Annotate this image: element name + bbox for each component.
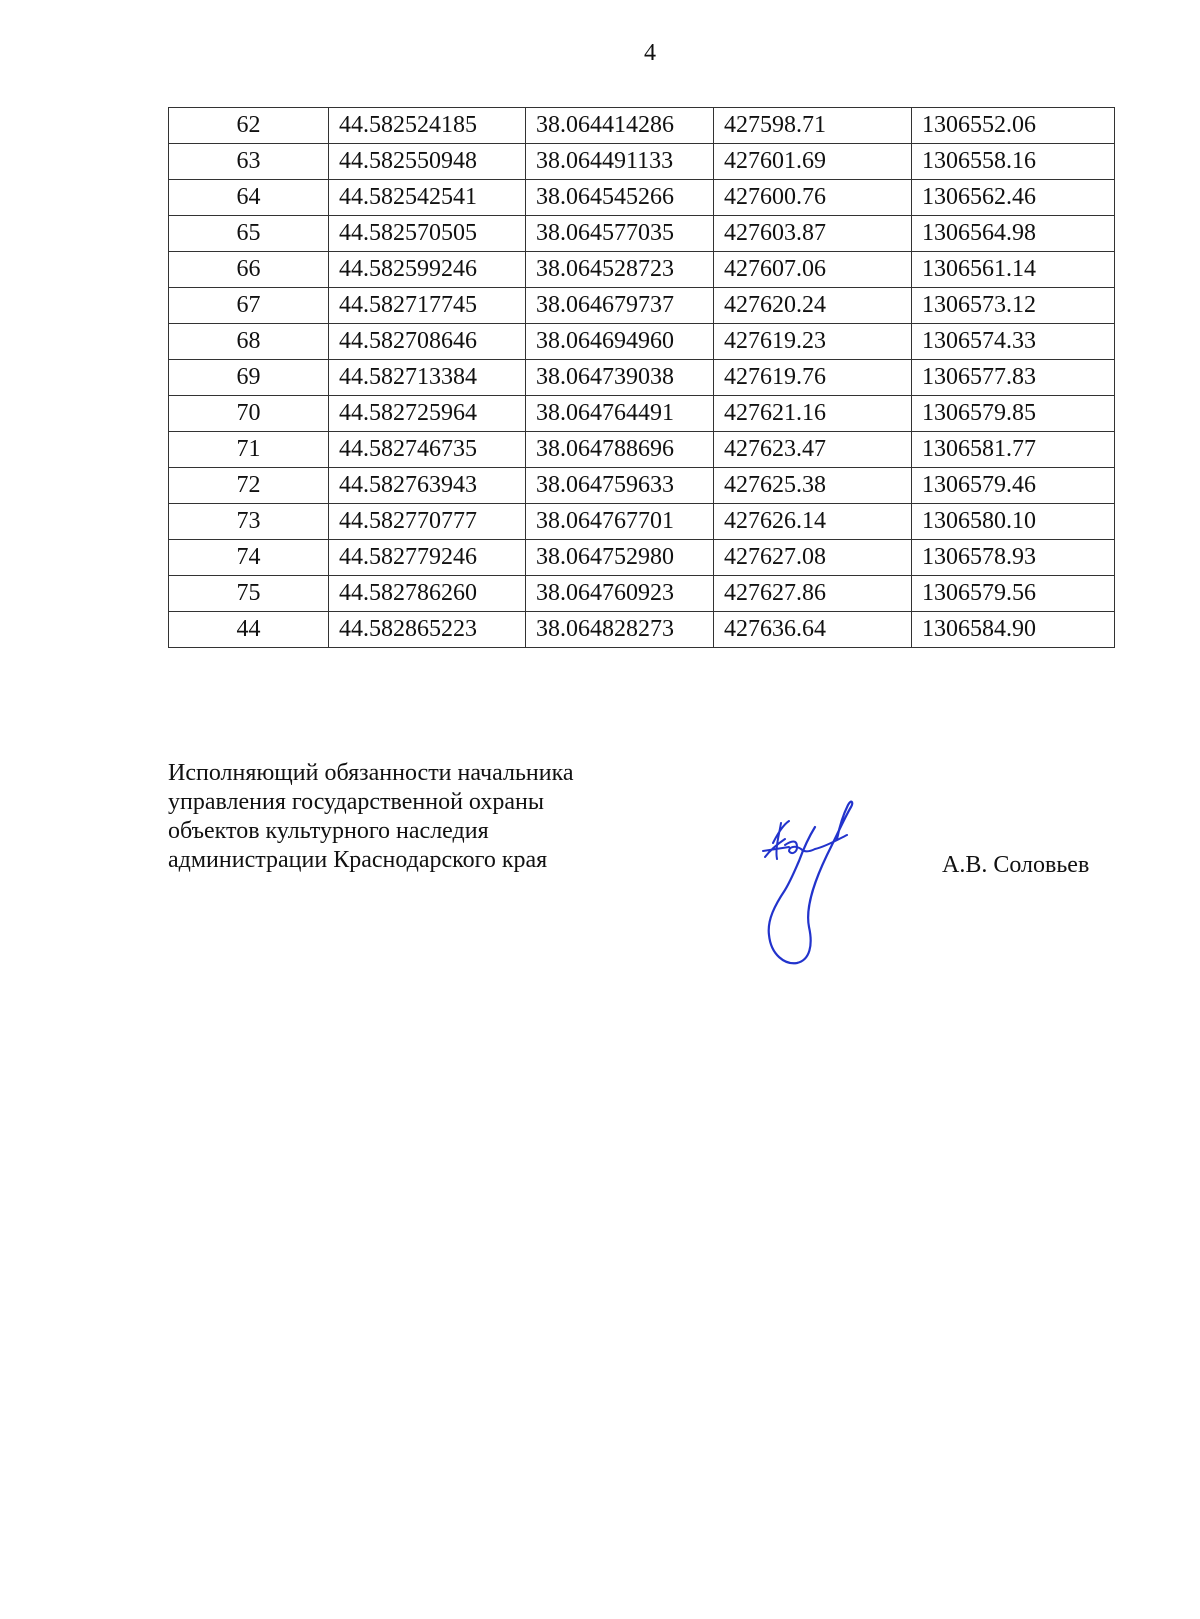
- table-cell: 44.582725964: [329, 396, 526, 432]
- table-cell: 44.582713384: [329, 360, 526, 396]
- table-cell: 1306584.90: [912, 612, 1115, 648]
- table-cell: 38.064577035: [526, 216, 714, 252]
- table-cell: 427620.24: [714, 288, 912, 324]
- table-cell: 427636.64: [714, 612, 912, 648]
- table-cell: 44.582550948: [329, 144, 526, 180]
- signatory-title-line: объектов культурного наследия: [168, 818, 489, 844]
- table-cell: 70: [169, 396, 329, 432]
- table-cell: 38.064545266: [526, 180, 714, 216]
- table-cell: 38.064414286: [526, 108, 714, 144]
- table-cell: 38.064760923: [526, 576, 714, 612]
- signatory-title: [168, 759, 574, 875]
- table-row: [169, 216, 1115, 252]
- table-cell: 1306574.33: [912, 324, 1115, 360]
- table-cell: 38.064528723: [526, 252, 714, 288]
- table-cell: 44.582786260: [329, 576, 526, 612]
- table-cell: 73: [169, 504, 329, 540]
- table-cell: 427626.14: [714, 504, 912, 540]
- table-cell: 44.582746735: [329, 432, 526, 468]
- table-cell: 38.064694960: [526, 324, 714, 360]
- table-cell: 44.582599246: [329, 252, 526, 288]
- page-number: 4: [644, 40, 656, 66]
- table-cell: 427625.38: [714, 468, 912, 504]
- table-cell: 427627.86: [714, 576, 912, 612]
- table-cell: 1306581.77: [912, 432, 1115, 468]
- coordinates-table-body: [169, 108, 1115, 648]
- table-cell: 1306579.85: [912, 396, 1115, 432]
- table-cell: 44.582763943: [329, 468, 526, 504]
- table-cell: 1306579.46: [912, 468, 1115, 504]
- table-cell: 68: [169, 324, 329, 360]
- table-row: [169, 180, 1115, 216]
- table-row: [169, 324, 1115, 360]
- table-cell: 427600.76: [714, 180, 912, 216]
- table-cell: 38.064679737: [526, 288, 714, 324]
- table-cell: 427601.69: [714, 144, 912, 180]
- table-cell: 74: [169, 540, 329, 576]
- table-row: [169, 432, 1115, 468]
- table-cell: 71: [169, 432, 329, 468]
- table-cell: 38.064759633: [526, 468, 714, 504]
- table-row: [169, 504, 1115, 540]
- table-cell: 44.582570505: [329, 216, 526, 252]
- signer-name: А.В. Соловьев: [942, 852, 1090, 878]
- table-cell: 1306578.93: [912, 540, 1115, 576]
- table-cell: 66: [169, 252, 329, 288]
- table-row: [169, 288, 1115, 324]
- table-cell: 44: [169, 612, 329, 648]
- table-cell: 427619.76: [714, 360, 912, 396]
- table-cell: 1306562.46: [912, 180, 1115, 216]
- table-cell: 44.582865223: [329, 612, 526, 648]
- table-cell: 427623.47: [714, 432, 912, 468]
- table-cell: 44.582770777: [329, 504, 526, 540]
- table-cell: 63: [169, 144, 329, 180]
- table-cell: 1306579.56: [912, 576, 1115, 612]
- table-cell: 62: [169, 108, 329, 144]
- table-row: [169, 396, 1115, 432]
- table-cell: 1306564.98: [912, 216, 1115, 252]
- table-cell: 65: [169, 216, 329, 252]
- table-cell: 427619.23: [714, 324, 912, 360]
- table-cell: 44.582542541: [329, 180, 526, 216]
- coordinates-table: [168, 107, 1115, 648]
- table-cell: 1306577.83: [912, 360, 1115, 396]
- table-cell: 38.064828273: [526, 612, 714, 648]
- table-cell: 427598.71: [714, 108, 912, 144]
- table-cell: 1306580.10: [912, 504, 1115, 540]
- table-row: [169, 108, 1115, 144]
- table-cell: 69: [169, 360, 329, 396]
- table-cell: 38.064752980: [526, 540, 714, 576]
- table-cell: 427621.16: [714, 396, 912, 432]
- table-cell: 67: [169, 288, 329, 324]
- table-cell: 427607.06: [714, 252, 912, 288]
- table-cell: 44.582717745: [329, 288, 526, 324]
- table-cell: 1306552.06: [912, 108, 1115, 144]
- signatory-title-line: Исполняющий обязанности начальника: [168, 760, 574, 786]
- table-cell: 44.582779246: [329, 540, 526, 576]
- table-row: [169, 612, 1115, 648]
- table-cell: 72: [169, 468, 329, 504]
- table-cell: 75: [169, 576, 329, 612]
- table-row: [169, 252, 1115, 288]
- table-cell: 38.064767701: [526, 504, 714, 540]
- table-row: [169, 360, 1115, 396]
- table-cell: 38.064739038: [526, 360, 714, 396]
- table-cell: 1306561.14: [912, 252, 1115, 288]
- table-cell: 44.582708646: [329, 324, 526, 360]
- table-cell: 44.582524185: [329, 108, 526, 144]
- table-cell: 1306573.12: [912, 288, 1115, 324]
- table-cell: 38.064491133: [526, 144, 714, 180]
- table-cell: 64: [169, 180, 329, 216]
- handwritten-signature: [755, 795, 895, 970]
- table-cell: 38.064764491: [526, 396, 714, 432]
- signatory-title-line: администрации Краснодарского края: [168, 847, 548, 873]
- table-cell: 1306558.16: [912, 144, 1115, 180]
- table-row: [169, 576, 1115, 612]
- table-row: [169, 144, 1115, 180]
- table-cell: 427603.87: [714, 216, 912, 252]
- table-row: [169, 468, 1115, 504]
- table-cell: 427627.08: [714, 540, 912, 576]
- signatory-title-line: управления государственной охраны: [168, 789, 544, 815]
- table-row: [169, 540, 1115, 576]
- table-cell: 38.064788696: [526, 432, 714, 468]
